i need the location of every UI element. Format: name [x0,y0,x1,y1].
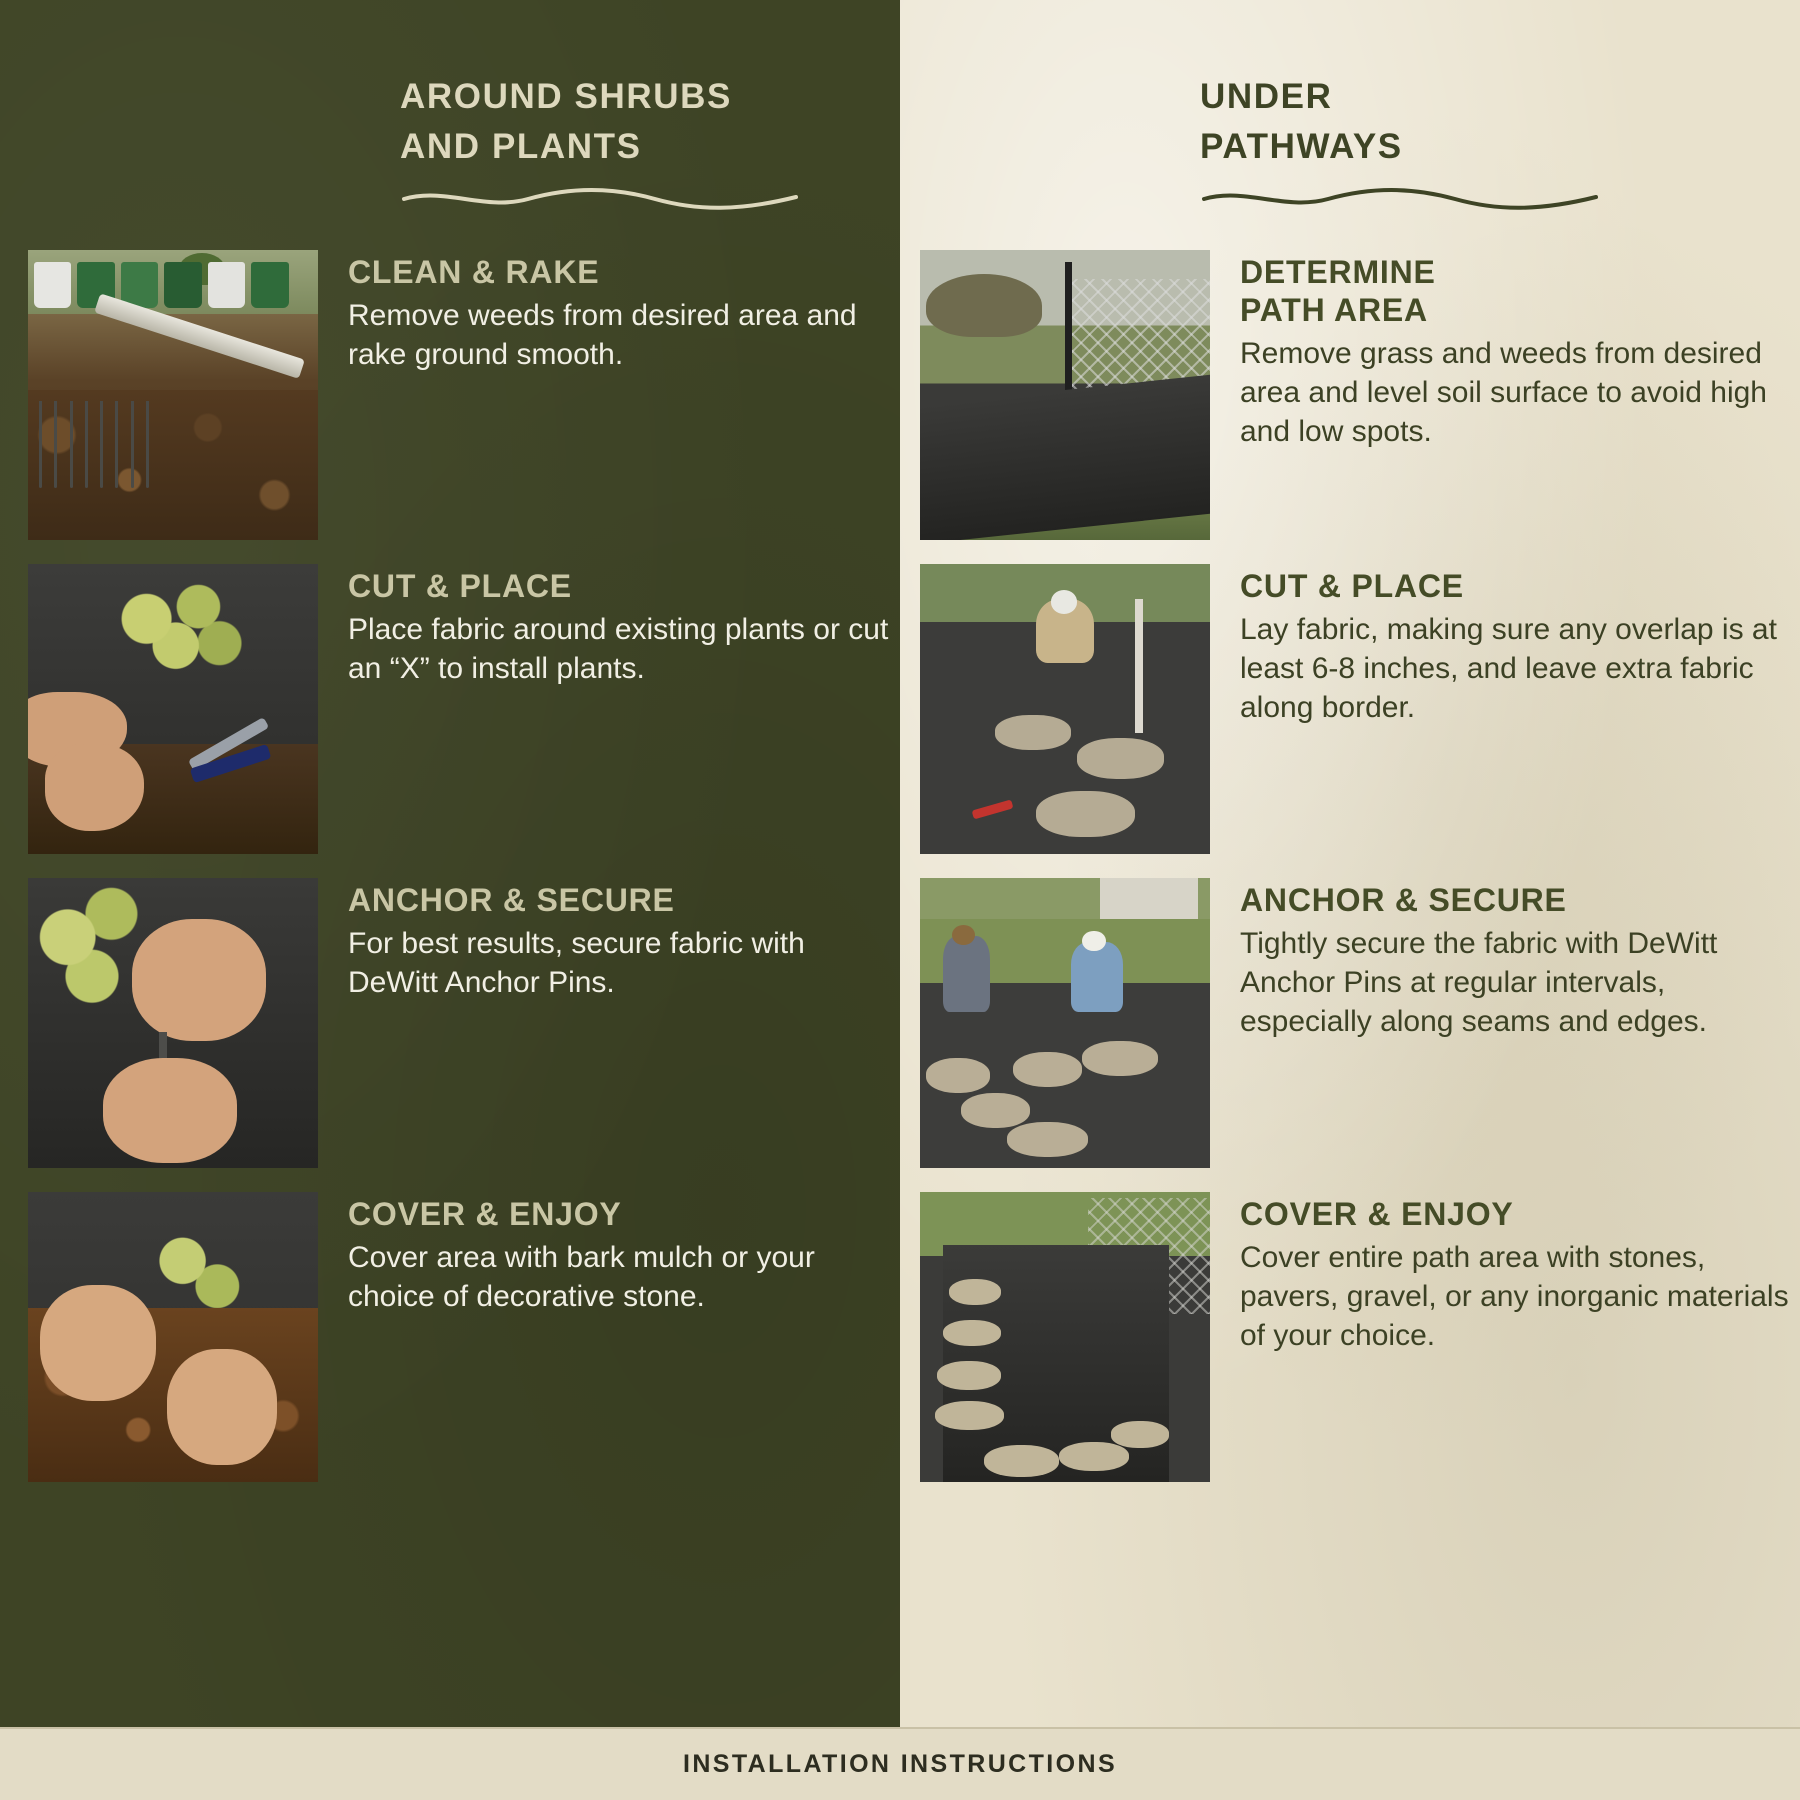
column-title-shrubs-line2: AND PLANTS [400,126,642,166]
photo-cutting-fabric-around-shrub [28,564,318,854]
step-item [0,878,900,1168]
step-item [0,564,900,854]
step-body: Tightly secure the fabric with DeWitt Anchor Pins at regular intervals, especially along seams and edges. [1240,927,1718,1039]
step-body: For best results, secure fabric with DeWitt Anchor Pins. [348,927,805,1000]
step-body: Lay fabric, making sure any overlap is at least 6-8 inches, and leave extra fabric along border. [1240,613,1777,725]
photo-spreading-bark-mulch [28,1192,318,1482]
step-title: COVER & ENJOY [348,1196,622,1233]
column-title-pathways [1200,72,1800,171]
step-text [318,250,900,374]
step-text [1210,1192,1800,1355]
step-item [0,250,900,540]
column-header-pathways [15,0,1800,216]
step-item [900,564,1800,854]
step-body: Cover entire path area with stones, pavers, gravel, or any inorganic materials of your choice. [1240,1241,1789,1353]
step-title [1240,254,1800,330]
step-item [900,878,1800,1168]
step-title-line2: PATH AREA [1240,292,1428,329]
step-item [900,1192,1800,1482]
step-item [0,1192,900,1482]
photo-fabric-roll-by-fence [920,250,1210,540]
photo-inserting-anchor-pin [28,878,318,1168]
step-body: Cover area with bark mulch or your choice of decorative stone. [348,1241,815,1314]
column-around-shrubs-and-plants [0,0,900,1727]
step-item [900,250,1800,540]
photo-finished-stone-path [920,1192,1210,1482]
column-under-pathways [900,0,1800,1727]
step-title: CUT & PLACE [348,568,572,605]
step-title: CUT & PLACE [1240,568,1464,605]
step-text [318,1192,900,1316]
step-text [1210,250,1800,451]
step-text [318,878,900,1002]
steps-list-shrubs [0,250,900,1482]
footer-bar [0,1727,1800,1800]
step-body: Place fabric around existing plants or cut an “X” to install plants. [348,613,889,686]
photo-workers-securing-fabric [920,878,1210,1168]
step-title: CLEAN & RAKE [348,254,600,291]
step-body: Remove weeds from desired area and rake ground smooth. [348,299,857,372]
step-text [318,564,900,688]
step-title: ANCHOR & SECURE [348,882,675,919]
step-title: ANCHOR & SECURE [1240,882,1567,919]
photo-worker-laying-fabric [920,564,1210,854]
step-body: Remove grass and weeds from desired area and level soil surface to avoid high and low spots. [1240,336,1767,448]
column-title-shrubs-line1: AROUND SHRUBS [400,77,732,116]
photo-rake-on-mulch [28,250,318,540]
step-title-line1: DETERMINE [1240,254,1436,291]
column-title-pathways-line2: PATHWAYS [1200,126,1403,166]
footer-label: INSTALLATION INSTRUCTIONS [682,1750,1118,1778]
column-title-pathways-line1: UNDER [1200,77,1333,116]
step-title: COVER & ENJOY [1240,1196,1514,1233]
squiggle-divider-icon [1200,185,1800,216]
step-text [1210,878,1800,1041]
steps-list-pathways [900,250,1800,1482]
step-text [1210,564,1800,727]
